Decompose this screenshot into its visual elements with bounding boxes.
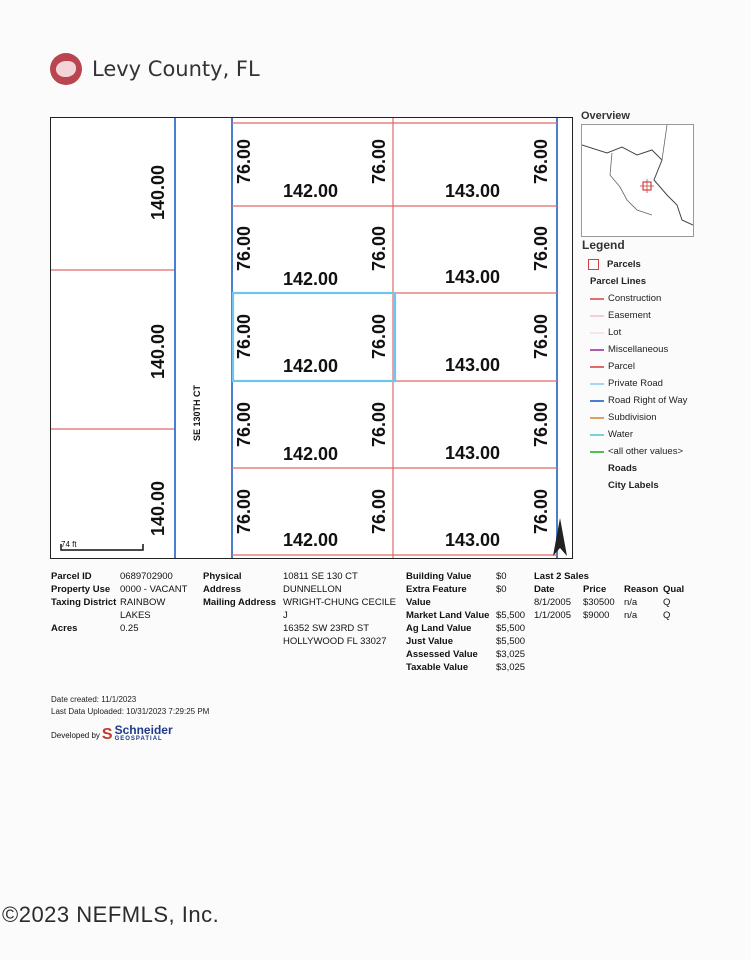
line-swatch-icon	[590, 315, 604, 317]
legend-item: Parcel	[582, 358, 742, 375]
line-swatch-icon	[590, 434, 604, 436]
dim-label: 143.00	[445, 181, 501, 201]
dim-label: 142.00	[283, 181, 339, 201]
physical-address-line: DUNNELLON	[283, 584, 342, 595]
copyright-watermark: ©2023 NEFMLS, Inc.	[2, 902, 220, 927]
label-address: Address	[203, 584, 242, 595]
property-use-value: 0000 - VACANT	[120, 584, 188, 595]
dim-label: 140.00	[148, 323, 169, 380]
sales-row: 1/1/2005 $9000 n/a Q	[534, 610, 671, 621]
legend-item: <all other values>	[582, 443, 742, 460]
parcel-map[interactable]	[50, 117, 573, 559]
dim-label: 76.00	[531, 313, 552, 360]
legend-item: Easement	[582, 307, 742, 324]
parcel-id-value: 0689702900	[120, 571, 173, 582]
line-swatch-icon	[590, 400, 604, 402]
physical-address-line: 10811 SE 130 CT	[283, 571, 358, 582]
legend-item: Subdivision	[582, 409, 742, 426]
mailing-address-line: J	[283, 610, 288, 621]
dim-label: 76.00	[234, 313, 255, 360]
sales-row: 8/1/2005 $30500 n/a Q	[534, 597, 671, 608]
line-swatch-icon	[590, 349, 604, 351]
dim-label: 143.00	[445, 443, 501, 463]
overview-county-outline	[582, 125, 693, 236]
address-labels	[203, 570, 283, 609]
dim-label: 143.00	[445, 530, 501, 550]
dim-label: 143.00	[445, 267, 501, 287]
mailing-address-line: HOLLYWOOD FL 33027	[283, 636, 387, 647]
schneider-logo: S Schneider GEOSPATIAL	[101, 723, 173, 743]
dim-label: 76.00	[234, 138, 255, 185]
value-labels: Building Value Extra Feature Value Market Land Value Ag Land Value Just Value Assessed Value Taxable Value	[406, 571, 490, 673]
legend-item: Construction	[582, 290, 742, 307]
road-label: SE 130TH CT	[192, 384, 203, 442]
mailing-address-line: 16352 SW 23RD ST	[283, 623, 370, 634]
label-taxing-district: Taxing District	[51, 597, 117, 608]
label-physical: Physical	[203, 571, 242, 582]
line-swatch-icon	[590, 451, 604, 453]
legend-item: Miscellaneous	[582, 341, 742, 358]
county-seal-icon	[50, 53, 82, 85]
dim-label: 76.00	[369, 225, 390, 272]
header	[50, 52, 260, 86]
developed-by: Developed by S Schneider GEOSPATIAL	[51, 723, 173, 743]
dim-label: 142.00	[283, 444, 339, 464]
north-arrow-icon	[553, 518, 567, 556]
dim-label: 76.00	[234, 225, 255, 272]
dim-label: 143.00	[445, 355, 501, 375]
dim-label: 142.00	[283, 530, 339, 550]
acres-value: 0.25	[120, 623, 139, 634]
line-swatch-icon	[590, 366, 604, 368]
legend-title: Legend	[582, 238, 625, 252]
dim-label: 76.00	[369, 401, 390, 448]
dim-label: 76.00	[369, 313, 390, 360]
taxing-district-value-cont: LAKES	[120, 610, 151, 621]
dim-label: 76.00	[531, 138, 552, 185]
line-swatch-icon	[590, 298, 604, 300]
label-mailing-address: Mailing Address	[203, 597, 277, 608]
schneider-logo-icon: S	[101, 726, 113, 743]
legend-item: Water	[582, 426, 742, 443]
dim-label: 140.00	[148, 480, 169, 537]
value-amounts: $0 $0 $5,500 $5,500 $5,500 $3,025 $3,025	[496, 571, 526, 673]
legend	[582, 238, 742, 494]
legend-group-parcel-lines: Parcel Lines	[590, 276, 646, 287]
overview-title: Overview	[581, 110, 630, 122]
dim-label: 76.00	[531, 225, 552, 272]
dim-label: 76.00	[234, 488, 255, 535]
legend-item: Lot	[582, 324, 742, 341]
line-swatch-icon	[590, 383, 604, 385]
legend-item: Private Road	[582, 375, 742, 392]
label-property-use: Property Use	[51, 584, 111, 595]
dim-label: 76.00	[234, 401, 255, 448]
line-swatch-icon	[590, 332, 604, 334]
parcel-swatch-icon	[588, 259, 599, 270]
overview-map[interactable]	[581, 124, 694, 237]
sales-table: Last 2 Sales Date Price Reason Qual 8/1/2005 $30500 n/a Q 1/1/2005 $9000 n/a Q	[534, 570, 744, 622]
legend-item: Road Right of Way	[582, 392, 742, 409]
date-created: Date created: 11/1/2023	[51, 695, 137, 704]
label-acres: Acres	[51, 623, 78, 634]
address-values	[283, 570, 403, 648]
dim-label: 76.00	[531, 401, 552, 448]
dim-label: 76.00	[369, 488, 390, 535]
line-swatch-icon	[590, 417, 604, 419]
dim-label: 76.00	[531, 488, 552, 535]
legend-item-roads: Roads	[608, 463, 638, 474]
mailing-address-line: WRIGHT-CHUNG CECILE	[283, 597, 396, 608]
scale-label: 74 ft	[61, 540, 77, 549]
dim-label: 142.00	[283, 269, 339, 289]
taxing-district-value: RAINBOW	[120, 597, 166, 608]
page-title: Levy County, FL	[92, 57, 260, 81]
parcel-info	[51, 570, 201, 635]
legend-item-parcels: Parcels	[582, 256, 742, 273]
dim-label: 142.00	[283, 356, 339, 376]
label-parcel-id: Parcel ID	[51, 571, 92, 582]
sales-title: Last 2 Sales	[534, 571, 589, 582]
dim-label: 76.00	[369, 138, 390, 185]
dim-label: 140.00	[148, 164, 169, 221]
last-data-uploaded: Last Data Uploaded: 10/31/2023 7:29:25 PM	[51, 707, 210, 716]
legend-item-city-labels: City Labels	[608, 480, 659, 491]
